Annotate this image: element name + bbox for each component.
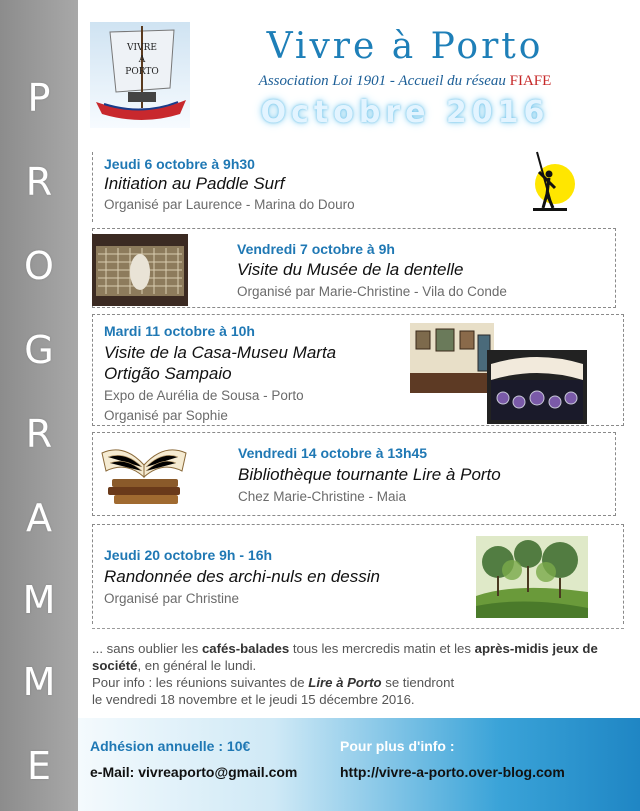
association-logo <box>90 22 190 128</box>
note-paragraph <box>92 674 624 708</box>
side-letter: O <box>24 244 54 288</box>
note-text: se tiendront <box>385 675 455 690</box>
note-highlight: Lire à Porto <box>308 675 382 690</box>
event-date: Jeudi 6 octobre à 9h30 <box>104 156 255 172</box>
note-text: , en général le lundi. <box>137 658 257 673</box>
event-title: Bibliothèque tournante Lire à Porto <box>238 465 501 484</box>
note-text: ... sans oublier les <box>92 641 199 656</box>
event-date: Jeudi 20 octobre 9h - 16h <box>104 547 273 563</box>
logo-text: A <box>138 55 146 65</box>
event-date: Mardi 11 octobre à 10h <box>104 323 255 339</box>
event-title: Visite du Musée de la dentelle <box>237 260 464 279</box>
event-title: Visite de la Casa-Museu Marta <box>104 343 337 362</box>
event-detail: Organisé par Sophie <box>104 408 228 423</box>
note-highlight: cafés-balades <box>201 641 290 656</box>
side-letter: M <box>22 660 56 704</box>
side-letter: R <box>25 160 53 204</box>
side-letter: E <box>26 744 51 788</box>
membership-fee: Adhésion annuelle : 10€ <box>90 738 251 754</box>
logo-text: VIVRE <box>127 43 157 53</box>
event-detail: Chez Marie-Christine - Maia <box>238 489 407 504</box>
brand-name: FIAFE <box>509 73 552 89</box>
footer-band <box>78 718 640 811</box>
event-title: Ortigão Sampaio <box>104 364 232 383</box>
event-detail: Expo de Aurélia de Sousa - Porto <box>104 388 304 403</box>
side-letter: R <box>25 412 53 456</box>
event-detail: Organisé par Christine <box>104 591 240 606</box>
side-letter: P <box>27 76 51 120</box>
books-icon <box>98 437 190 507</box>
page-title: Vivre à Porto <box>266 26 544 67</box>
side-letter: A <box>26 496 52 540</box>
museum-room-photo <box>410 323 494 393</box>
event-date: Vendredi 7 octobre à 9h <box>237 241 395 257</box>
blog-url-link[interactable]: http://vivre-a-porto.over-blog.com <box>340 764 565 780</box>
event-title: Randonnée des archi-nuls en dessin <box>104 567 380 586</box>
event-title: Initiation au Paddle Surf <box>104 174 285 193</box>
event-detail: Organisé par Marie-Christine - Vila do Conde <box>237 284 507 299</box>
note-text: tous les mercredis matin et les <box>292 641 471 656</box>
event-date: Vendredi 14 octobre à 13h45 <box>238 445 428 461</box>
note-text: le vendredi 18 novembre et le jeudi 15 décembre 2016. <box>92 692 415 707</box>
note-text: Pour info : les réunions suivantes de <box>92 675 305 690</box>
lace-photo <box>92 234 188 306</box>
side-letter: G <box>24 328 54 372</box>
watercolor-painting <box>476 536 588 618</box>
side-letter: M <box>22 578 56 622</box>
jewelry-photo <box>487 350 587 424</box>
event-detail: Organisé par Laurence - Marina do Douro <box>104 197 355 212</box>
subtitle-text: Association Loi 1901 - Accueil du réseau <box>258 73 506 89</box>
logo-text: PORTO <box>125 67 159 77</box>
subtitle <box>215 73 595 90</box>
paddle-surf-icon <box>525 150 575 216</box>
email-link[interactable]: e-Mail: vivreaporto@gmail.com <box>90 764 298 780</box>
divider <box>92 628 624 629</box>
side-band <box>0 0 78 811</box>
info-label: Pour plus d'info : <box>340 738 455 754</box>
note-highlight: après-midis jeux de société <box>92 641 598 673</box>
note-paragraph <box>92 640 624 674</box>
month-heading: Octobre 2016 <box>260 95 550 130</box>
